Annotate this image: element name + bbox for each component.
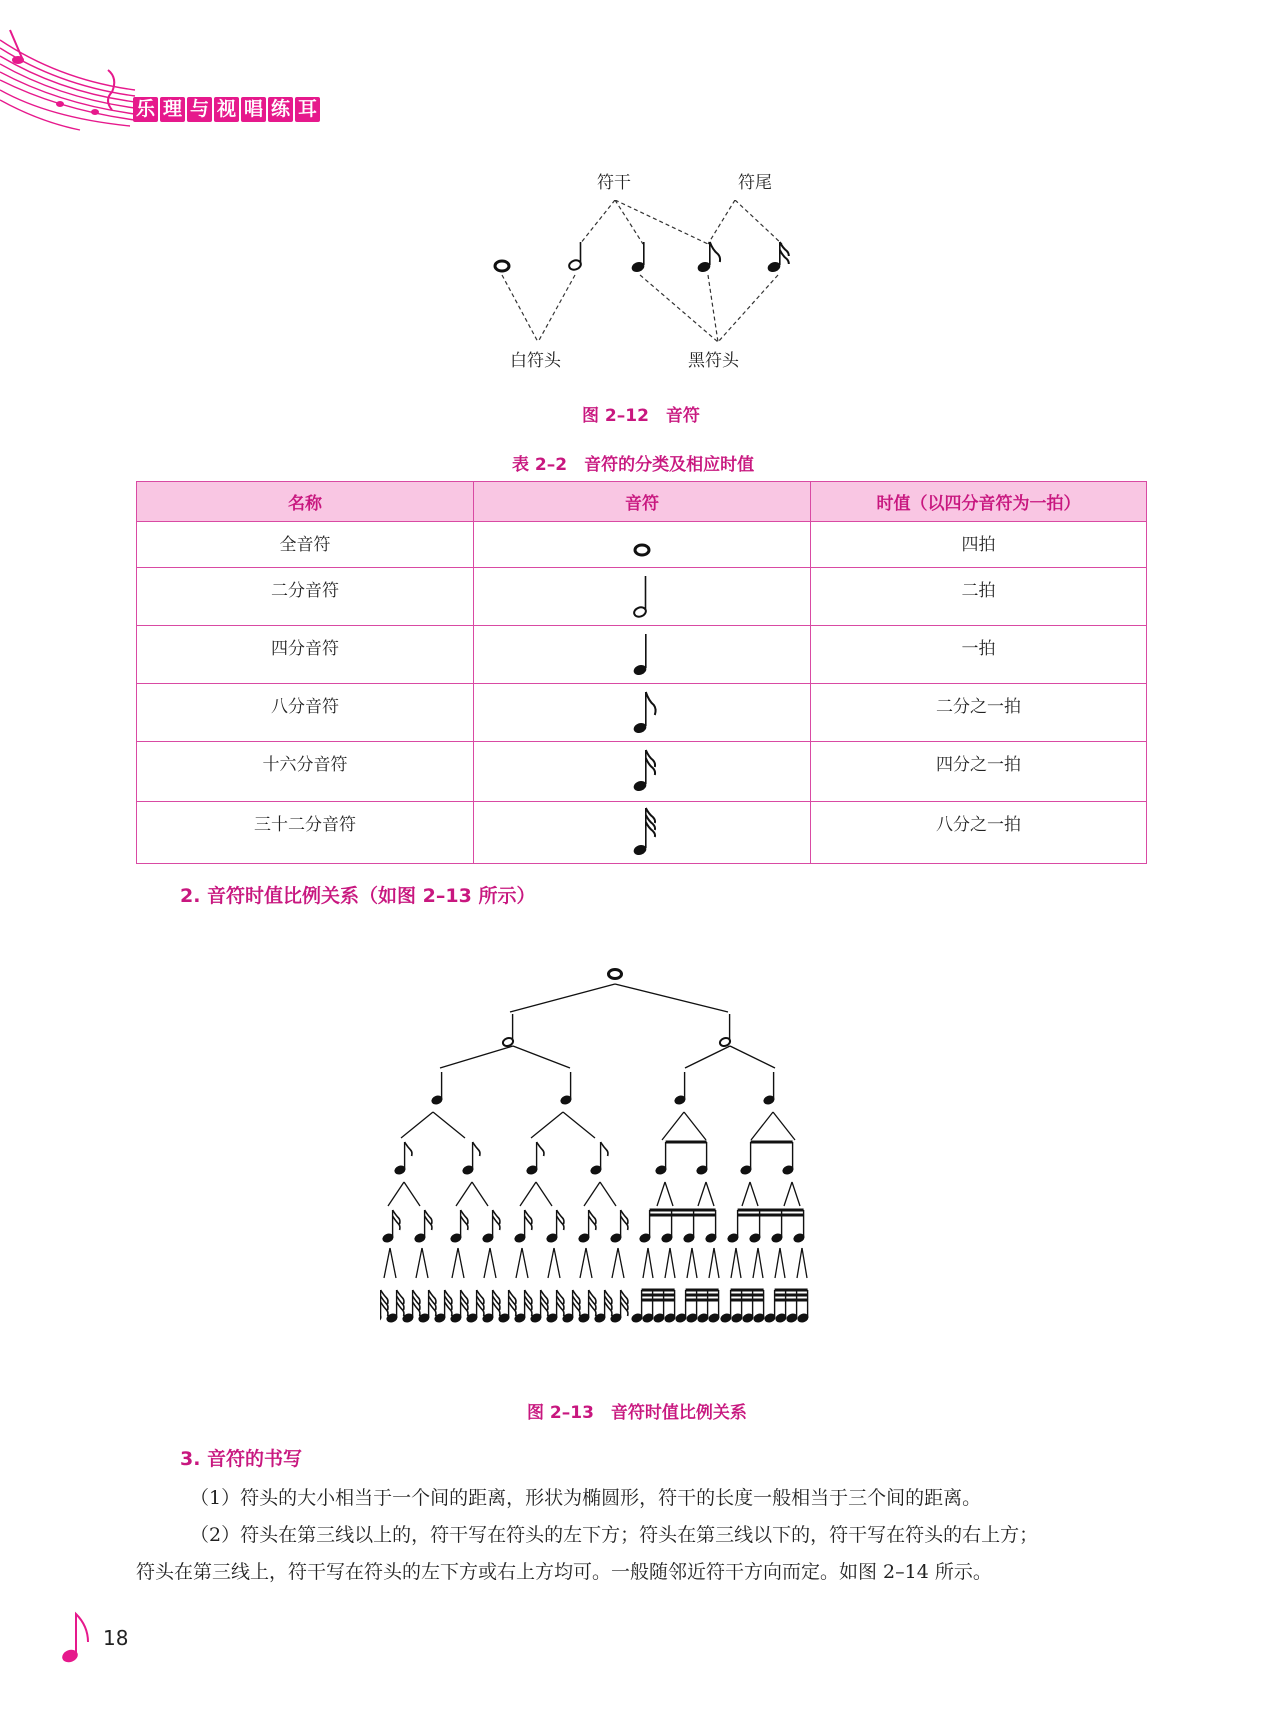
label-black-head: 黑符头 bbox=[688, 351, 739, 371]
section-heading: 2. 音符时值比例关系（如图 2–13 所示） bbox=[180, 885, 536, 907]
table-row bbox=[137, 626, 1147, 684]
table-row bbox=[137, 522, 1147, 568]
table-row bbox=[137, 802, 1147, 864]
note-name: 十六分音符 bbox=[137, 742, 474, 802]
title-char: 视 bbox=[214, 97, 239, 122]
figure-note-value-tree bbox=[380, 950, 900, 1360]
quarter-note-icon bbox=[630, 242, 645, 274]
label-flag: 符尾 bbox=[738, 173, 772, 193]
eighth-note-icon bbox=[622, 686, 662, 736]
table-row bbox=[137, 742, 1147, 802]
note-duration-table bbox=[136, 481, 1147, 864]
table-header-row bbox=[137, 482, 1147, 522]
eighth-note-icon bbox=[696, 242, 720, 274]
title-char: 唱 bbox=[241, 97, 266, 122]
half-note-icon bbox=[568, 242, 582, 271]
note-name: 四分音符 bbox=[137, 626, 474, 684]
title-char: 与 bbox=[187, 97, 212, 122]
paragraph: （1）符头的大小相当于一个间的距离，形状为椭圆形，符干的长度一般相当于三个间的距离。 bbox=[190, 1487, 982, 1509]
label-hollow-head: 白符头 bbox=[510, 351, 561, 371]
sixteenth-note-icon bbox=[622, 744, 662, 794]
figure-note-anatomy bbox=[480, 200, 820, 350]
table-row bbox=[137, 684, 1147, 742]
whole-note-icon bbox=[495, 261, 509, 271]
table-row bbox=[137, 568, 1147, 626]
figure-caption: 图 2–13 音符时值比例关系 bbox=[527, 1403, 747, 1423]
column-header: 时值（以四分音符为一拍） bbox=[811, 482, 1147, 522]
figure-caption: 图 2–12 音符 bbox=[582, 406, 700, 426]
whole-note-icon bbox=[609, 970, 622, 979]
note-value: 二拍 bbox=[811, 568, 1147, 626]
title-char: 耳 bbox=[295, 97, 320, 122]
half-note-icon bbox=[622, 570, 662, 620]
note-flag bbox=[473, 1142, 480, 1156]
whole-note-icon bbox=[622, 524, 662, 562]
thirty-second-note-icon bbox=[622, 804, 662, 858]
quarter-note-decoration-icon bbox=[58, 1608, 98, 1668]
sixteenth-note-icon bbox=[766, 242, 789, 274]
paragraph: （2）符头在第三线以上的，符干写在符头的左下方；符头在第三线以下的，符干写在符头的右上方； bbox=[190, 1524, 1039, 1546]
note-flag bbox=[601, 1142, 608, 1156]
title-char: 练 bbox=[268, 97, 293, 122]
title-char: 理 bbox=[160, 97, 185, 122]
note-value: 四拍 bbox=[811, 522, 1147, 568]
title-char: 乐 bbox=[133, 97, 158, 122]
note-name: 全音符 bbox=[137, 522, 474, 568]
book-title bbox=[133, 97, 320, 122]
note-name: 二分音符 bbox=[137, 568, 474, 626]
quarter-note-icon bbox=[622, 628, 662, 678]
note-flag bbox=[537, 1142, 544, 1156]
table-title: 表 2–2 音符的分类及相应时值 bbox=[512, 455, 755, 475]
note-value: 二分之一拍 bbox=[811, 684, 1147, 742]
column-header: 音符 bbox=[474, 482, 811, 522]
note-name: 八分音符 bbox=[137, 684, 474, 742]
label-stem: 符干 bbox=[597, 173, 631, 193]
column-header: 名称 bbox=[137, 482, 474, 522]
page-number: 18 bbox=[103, 1626, 129, 1650]
note-value: 八分之一拍 bbox=[811, 802, 1147, 864]
paragraph: 符头在第三线上，符干写在符头的左下方或右上方均可。一般随邻近符干方向而定。如图 2–14 所示。 bbox=[136, 1561, 992, 1583]
note-value: 四分之一拍 bbox=[811, 742, 1147, 802]
section-heading: 3. 音符的书写 bbox=[180, 1448, 303, 1470]
note-name: 三十二分音符 bbox=[137, 802, 474, 864]
note-flag bbox=[405, 1142, 412, 1156]
note-value: 一拍 bbox=[811, 626, 1147, 684]
